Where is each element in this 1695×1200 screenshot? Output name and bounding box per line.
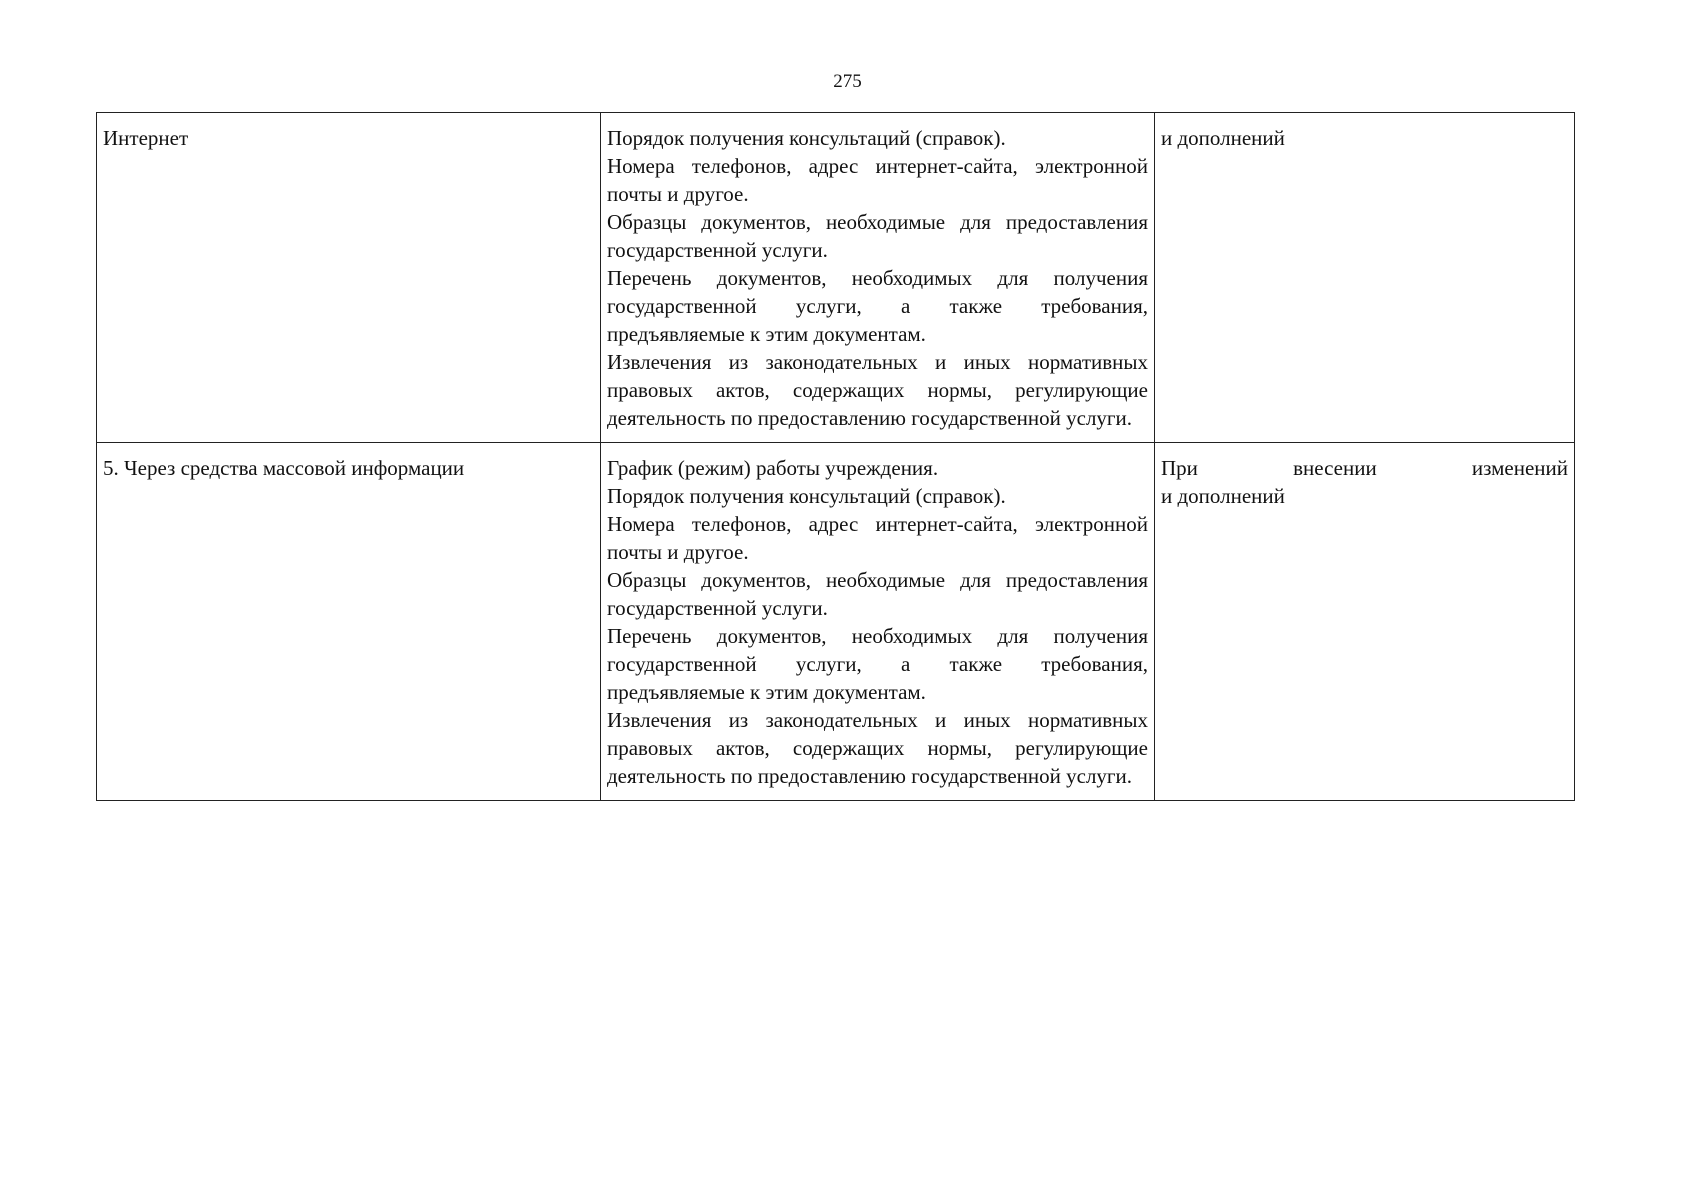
content-paragraph: Перечень документов, необходимых для получения государственной услуги, а также требования, предъявляемые к этим документам.	[607, 624, 1148, 704]
channel-text: Интернет	[103, 126, 189, 150]
frequency-text: При внесении изменений	[1161, 456, 1568, 480]
table-row	[97, 443, 1575, 801]
content-paragraph: Номера телефонов, адрес интернет-сайта, электронной почты и другое.	[607, 154, 1148, 206]
content-cell	[601, 443, 1155, 801]
content-paragraph: Образцы документов, необходимые для предоставления государственной услуги.	[607, 568, 1148, 620]
channel-cell	[97, 443, 601, 801]
content-paragraph: Извлечения из законодательных и иных нормативных правовых актов, содержащих нормы, регулирующие деятельность по предоставлению государственной услуги.	[607, 350, 1148, 430]
table-row	[97, 113, 1575, 443]
content-paragraph: Перечень документов, необходимых для получения государственной услуги, а также требования, предъявляемые к этим документам.	[607, 266, 1148, 346]
content-paragraph: Извлечения из законодательных и иных нормативных правовых актов, содержащих нормы, регулирующие деятельность по предоставлению государственной услуги.	[607, 708, 1148, 788]
channel-text: 5. Через средства массовой информации	[103, 456, 465, 480]
content-paragraph: Порядок получения консультаций (справок).	[607, 484, 1006, 508]
content-paragraph: Образцы документов, необходимые для предоставления государственной услуги.	[607, 210, 1148, 262]
content-cell	[601, 113, 1155, 443]
content-paragraph: Порядок получения консультаций (справок).	[607, 126, 1006, 150]
frequency-text: и дополнений	[1161, 484, 1285, 508]
page-number: 275	[833, 71, 862, 92]
content-paragraph: Номера телефонов, адрес интернет-сайта, электронной почты и другое.	[607, 512, 1148, 564]
content-paragraph: График (режим) работы учреждения.	[607, 456, 939, 480]
frequency-text: и дополнений	[1161, 126, 1285, 150]
frequency-cell	[1155, 443, 1575, 801]
frequency-cell	[1155, 113, 1575, 443]
channel-cell	[97, 113, 601, 443]
info-table	[96, 112, 1575, 801]
